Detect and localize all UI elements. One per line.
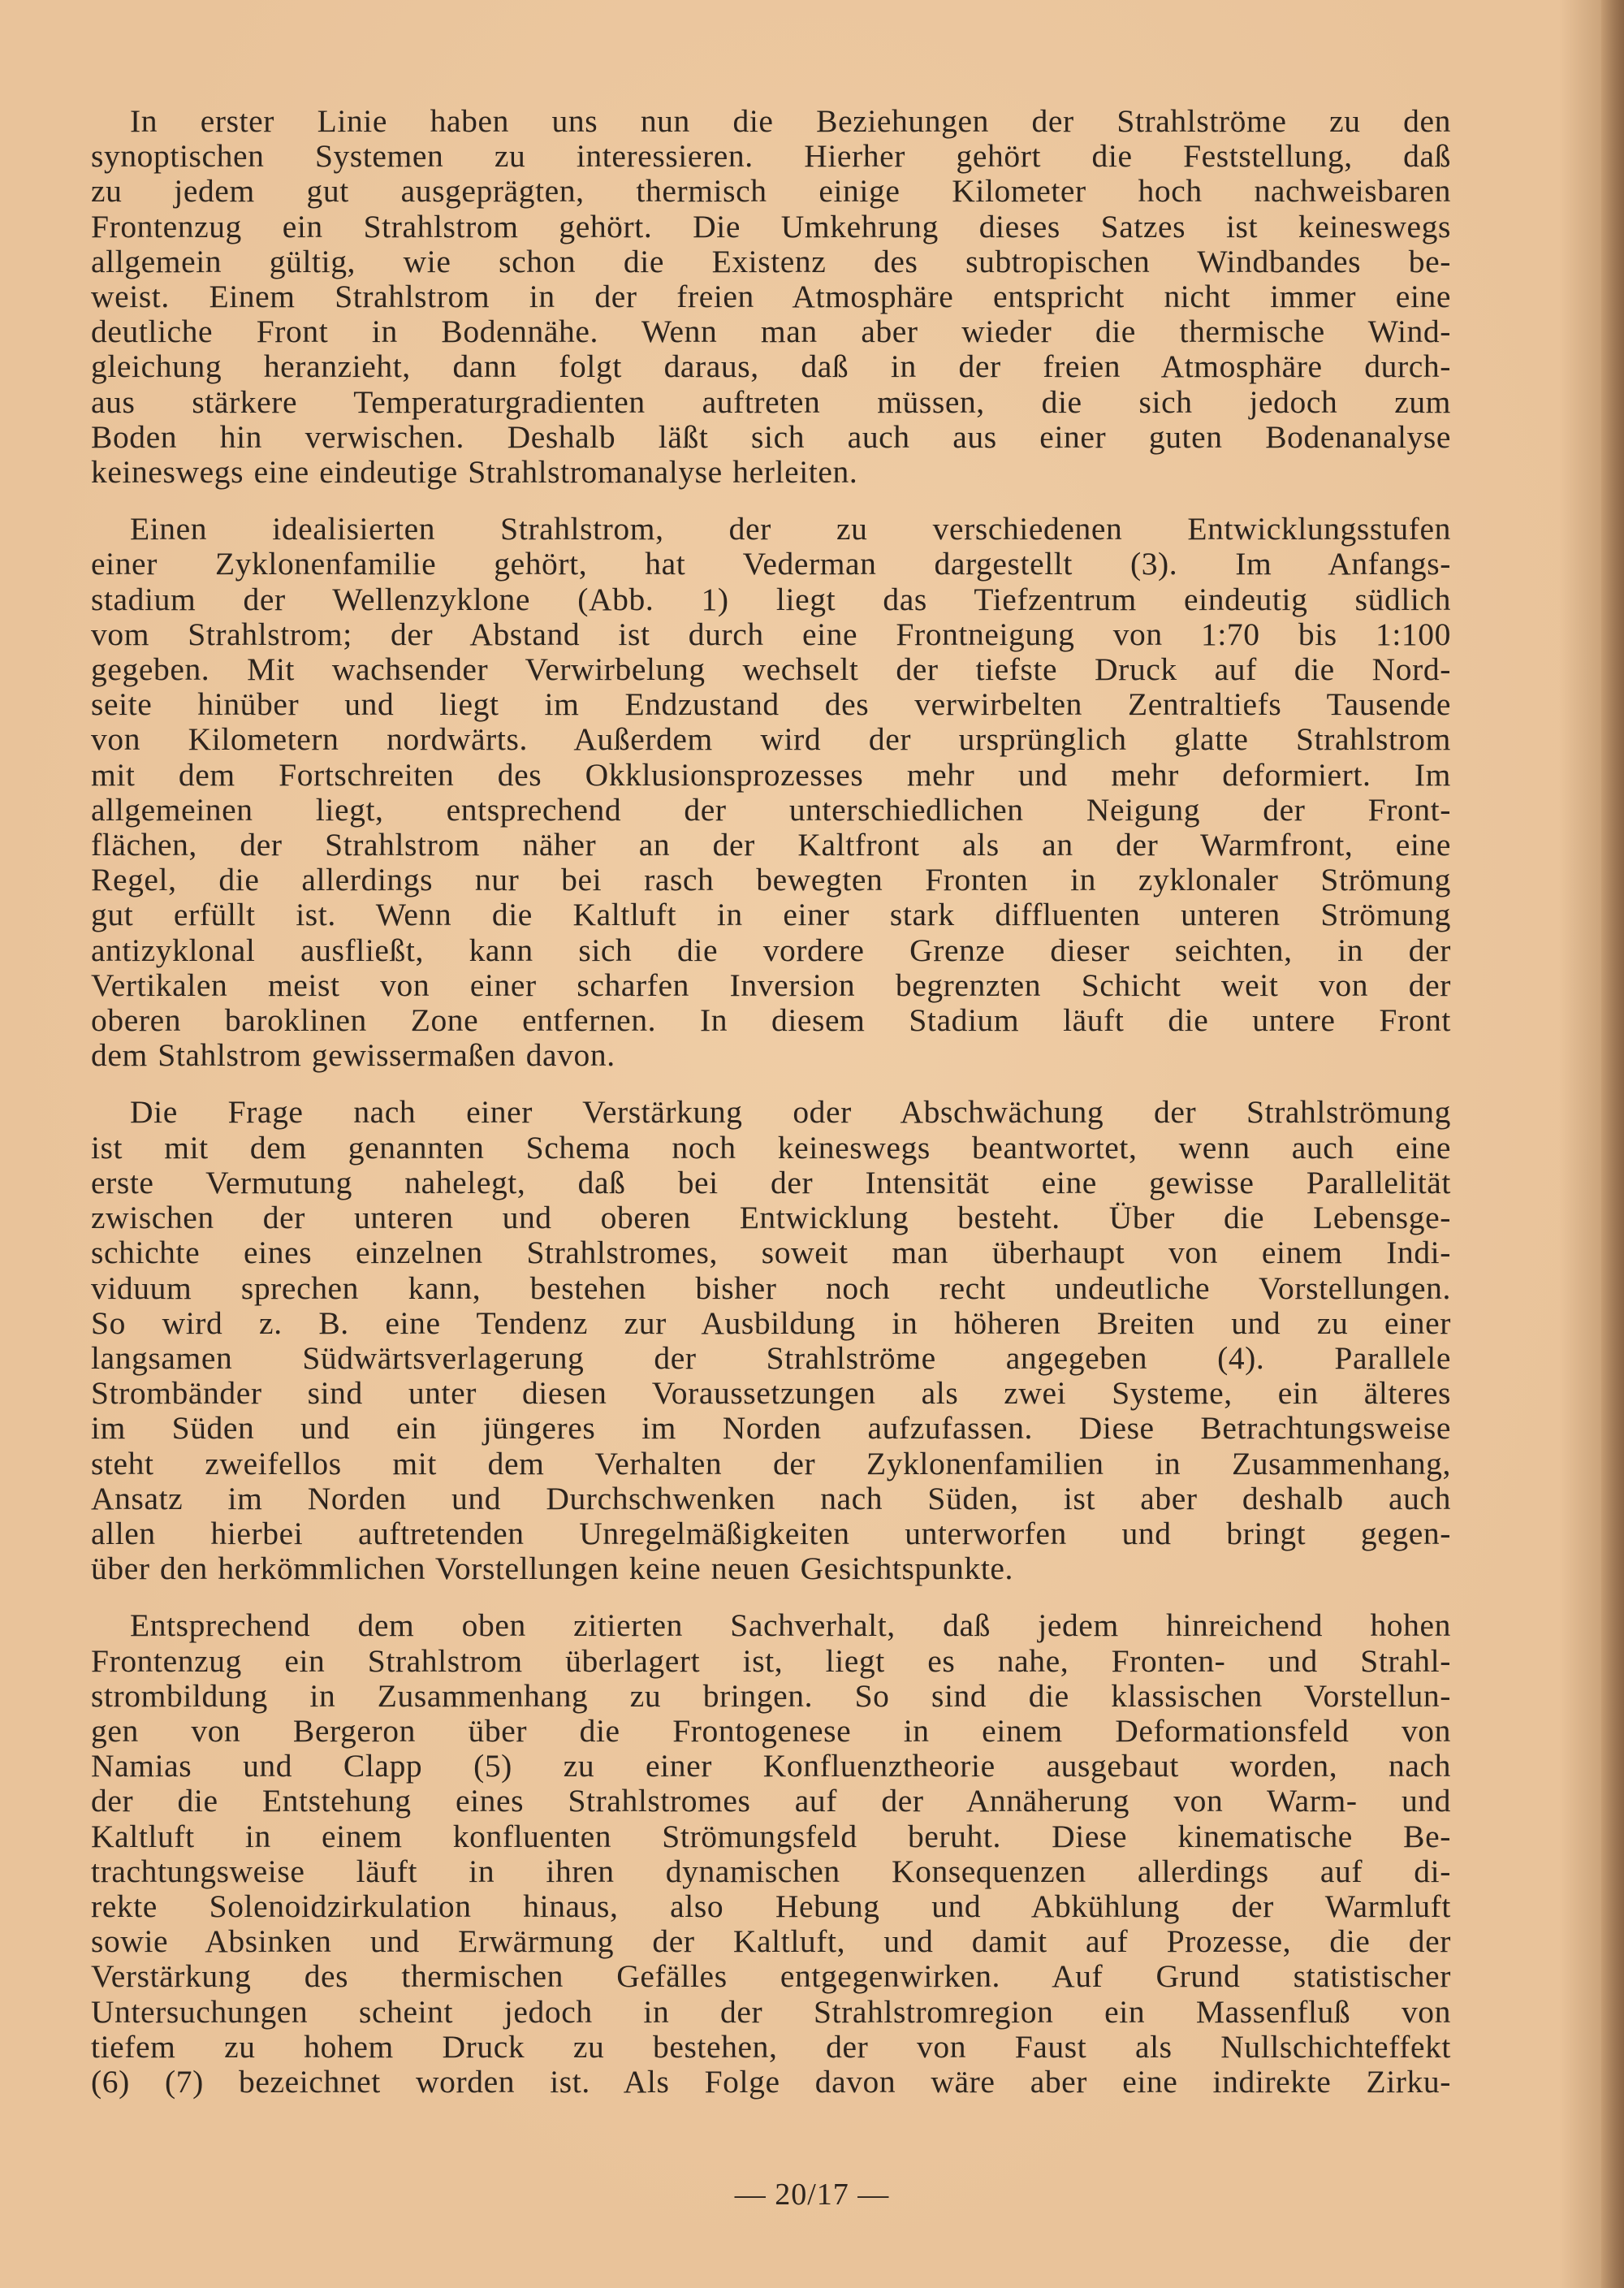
paragraph-3 [91, 1095, 1451, 1586]
text-line: Ansatz im Norden und Durchschwenken nach Süden, ist aber deshalb auch [91, 1480, 1451, 1516]
body-text [91, 104, 1451, 2121]
text-line: synoptischen Systemen zu interessieren. Hierher gehört die Feststellung, daß [91, 138, 1451, 175]
text-line: rekte Solenoidzirkulation hinaus, also Hebung und Abkühlung der Warmluft [91, 1888, 1451, 1924]
text-line: Strombänder sind unter diesen Voraussetzungen als zwei Systeme, ein älteres [91, 1375, 1451, 1412]
text-line: tiefem zu hohem Druck zu bestehen, der von Faust als Nullschichteffekt [91, 2028, 1451, 2065]
text-line: gegeben. Mit wachsender Verwirbelung wechselt der tiefste Druck auf die Nord- [91, 651, 1451, 688]
text-line: ist mit dem genannten Schema noch keineswegs beantwortet, wenn auch eine [91, 1129, 1451, 1166]
text-line: allen hierbei auftretenden Unregelmäßigkeiten unterworfen und bringt gegen- [91, 1515, 1451, 1551]
text-line: im Süden und ein jüngeres im Norden aufzufassen. Diese Betrachtungsweise [91, 1410, 1451, 1447]
text-line: aus stärkere Temperaturgradienten auftreten müssen, die sich jedoch zum [91, 383, 1451, 420]
text-line: seite hinüber und liegt im Endzustand des verwirbelten Zentraltiefs Tausende [91, 686, 1451, 723]
text-line: der die Entstehung eines Strahlstromes auf der Annäherung von Warm- und [91, 1783, 1451, 1819]
text-line: steht zweifellos mit dem Verhalten der Zyklonenfamilien in Zusammenhang, [91, 1445, 1451, 1481]
text-line: Frontenzug ein Strahlstrom gehört. Die Umkehrung dieses Satzes ist keineswegs [91, 208, 1451, 244]
text-line: Untersuchungen scheint jedoch in der Strahlstromregion ein Massenfluß von [91, 1993, 1451, 2030]
text-line: weist. Einem Strahlstrom in der freien Atmosphäre entspricht nicht immer eine [91, 279, 1451, 315]
text-line: vom Strahlstrom; der Abstand ist durch eine Frontneigung von 1:70 bis 1:100 [91, 616, 1451, 652]
paragraph-1 [91, 104, 1451, 490]
text-line: So wird z. B. eine Tendenz zur Ausbildung in höheren Breiten und zu einer [91, 1304, 1451, 1341]
text-line: keineswegs eine eindeutige Strahlstromanalyse herleiten. [91, 454, 858, 491]
text-line: (6) (7) bezeichnet worden ist. Als Folge davon wäre aber eine indirekte Zirku- [91, 2063, 1451, 2100]
text-line: über den herkömmlichen Vorstellungen keine neuen Gesichtspunkte. [91, 1551, 1014, 1587]
text-line: antizyklonal ausfließt, kann sich die vordere Grenze dieser seichten, in der [91, 932, 1451, 968]
text-line: allgemein gültig, wie schon die Existenz des subtropischen Windbandes be- [91, 243, 1451, 279]
text-line: Entsprechend dem oben zitierten Sachverhalt, daß jedem hinreichend hohen [130, 1607, 1451, 1644]
page-number: — 20/17 — [734, 2178, 890, 2212]
text-line: Namias und Clapp (5) zu einer Konfluenztheorie ausgebaut worden, nach [91, 1748, 1451, 1784]
text-line: langsamen Südwärtsverlagerung der Strahlströme angegeben (4). Parallele [91, 1339, 1451, 1376]
text-line: trachtungsweise läuft in ihren dynamischen Konsequenzen allerdings auf di- [91, 1853, 1451, 1889]
text-line: gut erfüllt ist. Wenn die Kaltluft in einer stark diffluenten unteren Strömung [91, 897, 1451, 933]
text-line: Einen idealisierten Strahlstrom, der zu verschiedenen Entwicklungsstufen [130, 511, 1451, 547]
text-line: dem Stahlstrom gewissermaßen davon. [91, 1037, 615, 1074]
text-line: Verstärkung des thermischen Gefälles entgegenwirken. Auf Grund statistischer [91, 1958, 1451, 1995]
text-line: einer Zyklonenfamilie gehört, hat Vederman dargestellt (3). Im Anfangs- [91, 546, 1451, 582]
text-line: Boden hin verwischen. Deshalb läßt sich auch aus einer guten Bodenanalyse [91, 418, 1451, 455]
paragraph-2 [91, 512, 1451, 1073]
text-line: Vertikalen meist von einer scharfen Inversion begrenzten Schicht weit von der [91, 967, 1451, 1003]
text-line: sowie Absinken und Erwärmung der Kaltluft, und damit auf Prozesse, die der [91, 1923, 1451, 1960]
text-line: stadium der Wellenzyklone (Abb. 1) liegt das Tiefzentrum eindeutig südlich [91, 581, 1451, 617]
text-line: erste Vermutung nahelegt, daß bei der Intensität eine gewisse Parallelität [91, 1164, 1451, 1200]
text-line: Kaltluft in einem konfluenten Strömungsfeld beruht. Diese kinematische Be- [91, 1818, 1451, 1854]
text-line: oberen baroklinen Zone entfernen. In diesem Stadium läuft die untere Front [91, 1002, 1451, 1039]
text-line: zu jedem gut ausgeprägten, thermisch einige Kilometer hoch nachweisbaren [91, 173, 1451, 210]
text-line: mit dem Fortschreiten des Okklusionsprozesses mehr und mehr deformiert. Im [91, 756, 1451, 793]
text-line: In erster Linie haben uns nun die Beziehungen der Strahlströme zu den [130, 103, 1451, 139]
text-line: deutliche Front in Bodennähe. Wenn man aber wieder die thermische Wind- [91, 314, 1451, 350]
text-line: gen von Bergeron über die Frontogenese in einem Deformationsfeld von [91, 1712, 1451, 1749]
binding-edge [1601, 0, 1624, 2288]
text-line: viduum sprechen kann, bestehen bisher noch recht undeutliche Vorstellungen. [91, 1269, 1451, 1306]
text-line: gleichung heranzieht, dann folgt daraus, daß in der freien Atmosphäre durch- [91, 348, 1451, 385]
text-line: Regel, die allerdings nur bei rasch bewegten Fronten in zyklonaler Strömung [91, 862, 1451, 898]
text-line: allgemeinen liegt, entsprechend der unterschiedlichen Neigung der Front- [91, 791, 1451, 828]
text-line: Frontenzug ein Strahlstrom überlagert ist, liegt es nahe, Fronten- und Strahl- [91, 1642, 1451, 1679]
text-line: schichte eines einzelnen Strahlstromes, soweit man überhaupt von einem Indi- [91, 1235, 1451, 1271]
text-line: strombildung in Zusammenhang zu bringen. So sind die klassischen Vorstellun- [91, 1677, 1451, 1714]
text-line: Die Frage nach einer Verstärkung oder Abschwächung der Strahlströmung [130, 1094, 1451, 1131]
text-line: von Kilometern nordwärts. Außerdem wird der ursprünglich glatte Strahlstrom [91, 721, 1451, 758]
text-line: zwischen der unteren und oberen Entwicklung besteht. Über die Lebensge- [91, 1200, 1451, 1236]
paragraph-4 [91, 1608, 1451, 2100]
text-line: flächen, der Strahlstrom näher an der Kaltfront als an der Warmfront, eine [91, 827, 1451, 863]
